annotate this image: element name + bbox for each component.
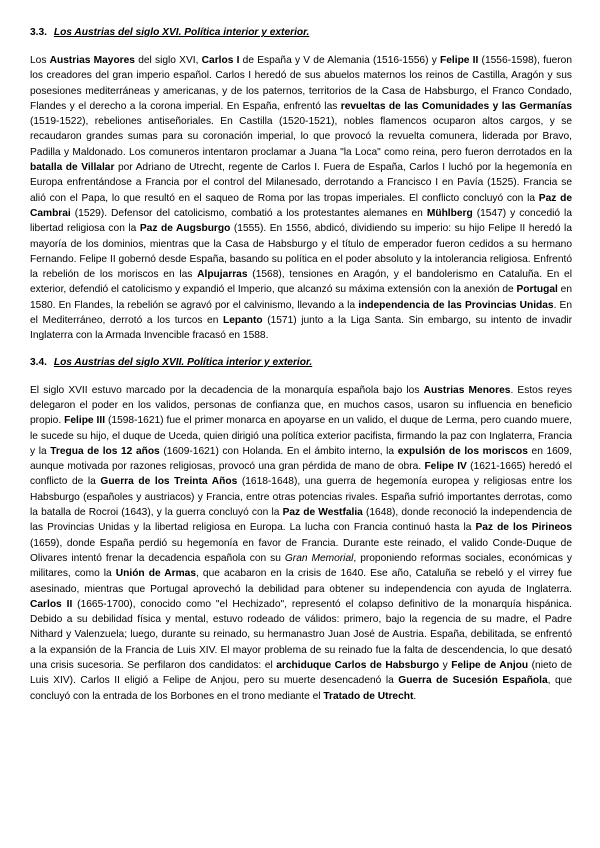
text-run: (1555). En 1556, abdicó, dividiendo su imperio: su hijo Felipe II heredó la mayoría de los dominios, mientras que la Casa de Habsburgo y el título de emperador fueron cedidos a su hermano Fernando. Felipe II gobernó desde España, basando su política en el poder absoluto y la intolerancia religiosa. Enfrentó la rebelión de los moriscos en las [30, 223, 572, 281]
text-run: (1529). Defensor del catolicismo, combatió a los protestantes alemanes en [70, 207, 427, 219]
text-run: (1665-1700), conocido como "el Hechizado", representó el colapso definitivo de la monarquía hispánica. Debido a su debilidad física y mental, estuvo rodeado de válidos: primero, bajo la regencia de su madre, el Padre Nithard y Valenzuela; luego, durante su reinado, su hermanastro Juan José de Austria. España, debilitada, se enfrentó a la expansión de la Francia de Luis XIV. El mayor problema de su reinado fue la falta de descendencia, lo que desató una crisis sucesoria. Se perfilaron dos candidatos: el [30, 598, 572, 671]
bold-term: Paz de los Pirineos [475, 522, 572, 534]
italic-term: Gran Memorial [284, 552, 354, 564]
text-run: Los [30, 55, 50, 66]
section-number: 3.3. [30, 27, 47, 38]
bold-term: Paz de Augsburgo [139, 223, 231, 235]
text-run: , proponiendo reformas sociales, económicas y militares, como la [30, 552, 572, 580]
bold-term: Lepanto [222, 315, 263, 327]
bold-term: batalla de Villalar [30, 162, 115, 174]
bold-term: Paz de Westfalia [282, 507, 363, 519]
section-body-3-3 [30, 53, 572, 344]
bold-term: Austrias Menores [423, 384, 511, 396]
bold-term: Mühlberg [426, 207, 473, 219]
bold-term: Carlos I [201, 55, 240, 66]
text-run: , que concluyó con la entrada de los Borbones en el trono mediante el [30, 675, 572, 702]
bold-term: Guerra de Sucesión Española [398, 675, 548, 687]
text-run: (1659), donde España perdió su hegemonía en favor de Francia. Durante este reinado, el valido Conde-Duque de Olivares intentó frenar la decadencia española con su [30, 537, 572, 564]
bold-term: Alpujarras [197, 269, 248, 281]
section-body-3-4 [30, 383, 572, 704]
section-heading-3-3 [30, 26, 572, 39]
text-run: en 1609, aunque motivada por razones religiosas, provocó una gran pérdida de mano de obra. [30, 445, 572, 473]
text-run: (1547) y concedió la libertad religiosa con la [30, 207, 572, 235]
bold-term: independencia de las Provincias Unidas [358, 299, 554, 311]
section-title: Los Austrias del siglo XVI. Política interior y exterior. [53, 27, 310, 38]
section-title: Los Austrias del siglo XVII. Política interior y exterior. [53, 356, 313, 368]
text-run: (1648), donde reconoció la independencia de las Provincias Unidas y la libertad religiosa en Europa. La lucha con Francia continuó hasta la [30, 507, 572, 534]
text-run: . [413, 690, 417, 702]
bold-term: Unión de Armas [115, 568, 197, 580]
text-run: , que acabaron en la crisis de 1640. Ese año, Cataluña se rebeló y el virrey fue asesinado, mientras que Portugal aprovechó la debilidad para obtener su independencia con ayuda de Inglaterra. [30, 568, 572, 595]
bold-term: Felipe III [64, 415, 106, 427]
text-run: (1571) junto a la Liga Santa. Sin embargo, su intento de invadir Inglaterra con la Armada Invencible fracasó en 1588. [30, 315, 573, 342]
text-run: (1609-1621) con Holanda. En el ámbito interno, la [159, 445, 398, 457]
bold-term: Guerra de los Treinta Años [100, 476, 238, 488]
section-heading-3-4 [30, 356, 572, 369]
text-run: y [439, 659, 452, 671]
text-run: (1519-1522), rebeliones antiseñoriales. En Castilla (1520-1521), nobles flamencos ocuparon altos cargos, y se recaudaron grandes sumas para su coronación imperial, lo que provocó la revuelta comunera, liderada por Bravo, Padilla y Maldonado. Los comuneros intentaron proclamar a Juana "la Loca" como reina, pero fueron derrotados en la [30, 116, 572, 158]
text-run: (1618-1648), una guerra de hegemonía europea y religiosas entre los Habsburgo (españoles y austriacos) y Francia, entre otras potencias rivales. España sufrió importantes derrotas, como la batalla de Rocroi (1643), y la guerra concluyó con la [30, 476, 572, 519]
text-run: (nieto de Luis XIV). Carlos II eligió a Felipe de Anjou, pero su muerte desencadenó la [30, 659, 572, 687]
text-run: en 1580. En Flandes, la rebelión se agravó por el calvinismo, llevando a la [30, 284, 572, 311]
bold-term: Tratado de Utrecht [323, 690, 414, 702]
text-run: . En el Mediterráneo, derrotó a los turcos en [30, 299, 572, 327]
bold-term: archiduque Carlos de Habsburgo [276, 659, 440, 671]
bold-term: Felipe II [440, 55, 479, 66]
bold-term: Carlos II [30, 598, 73, 610]
bold-term: Paz de Cambrai [30, 192, 572, 219]
bold-term: revueltas de las Comunidades y las Germanías [340, 100, 572, 112]
text-run: (1556-1598), fueron los creadores del gran imperio español. Carlos I heredó de sus abuelos maternos los reinos de Castilla, Aragón y sus posesiones mediterráneas y americanas, y de los paternos, territorios de la Casa de Habsburgo, el Franco Condado, Flandes y el derecho a la corona imperial. En España, enfrentó las [30, 55, 573, 112]
text-run: . Estos reyes delegaron el poder en los validos, personas de confianza que, en muchos casos, usaron su influencia en beneficio propio. [30, 384, 572, 427]
bold-term: Tregua de los 12 años [50, 445, 160, 457]
bold-term: Felipe de Anjou [451, 659, 529, 671]
bold-term: expulsión de los moriscos [397, 445, 528, 457]
text-run: (1598-1621) fue el primer monarca en apoyarse en un valido, el duque de Lerma, pero cuando muere, le sucede su hijo, el duque de Uceda, quien dirigió una política exterior pacifista, firmando la paz con Inglaterra, Francia y la [30, 415, 573, 457]
section-number: 3.4. [30, 356, 47, 368]
text-run: (1621-1665) heredó el conflicto de la [30, 461, 572, 488]
bold-term: Felipe IV [424, 461, 467, 473]
document-page [30, 26, 572, 716]
text-run: (1568), tensiones en Aragón, y el bandolerismo en Cataluña. En el exterior, defendió el catolicismo y expandió el Imperio, que alcanzó su máxima extensión con la anexión de [30, 269, 572, 296]
bold-term: Austrias Mayores [49, 55, 135, 66]
bold-term: Portugal [516, 284, 558, 296]
text-run: El siglo XVII estuvo marcado por la decadencia de la monarquía española bajo los [30, 384, 424, 396]
text-run: del siglo XVI, [134, 55, 202, 66]
text-run: por Adriano de Utrecht, regente de Carlos I. Fuera de España, Carlos I luchó por la hegemonía en Europa enfrentándose a Francia por el control del Milanesado, derrotando a Francisco I en Pavía (1525). Francia se alió con el Papa, lo que resultó en el saqueo de Roma por las tropas imperiales. El conflicto concluyó con la [30, 162, 572, 204]
text-run: de España y V de Alemania (1516-1556) y [239, 55, 441, 66]
